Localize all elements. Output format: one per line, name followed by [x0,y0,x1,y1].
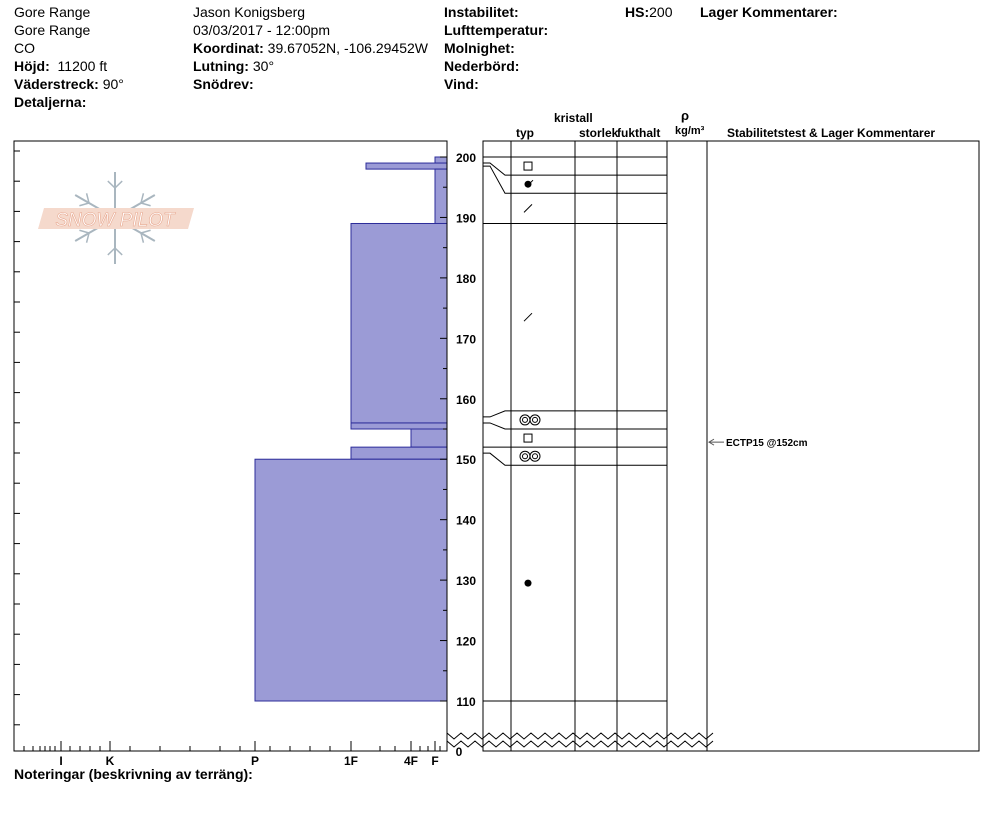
coord-label: Koordinat: [193,40,264,56]
hs-label: HS: [625,4,650,20]
hardness-layer [435,157,447,163]
height-zero-label: 0 [455,745,463,759]
snowflake-branch [79,203,89,206]
precip-label: Nederbörd: [444,58,520,74]
layer-connector [483,411,511,417]
precip-particle-symbol [524,313,532,321]
snowflake-branch [108,248,115,255]
hardness-tick-label: P [250,754,260,768]
observer: Jason Konigsberg [193,4,306,20]
height-tick-label: 130 [455,574,477,589]
details-label: Detaljerna: [14,94,87,110]
col-crystal: kristall [554,111,593,125]
height-tick-label: 110 [456,695,476,709]
snowflake-branch [108,181,115,188]
layer-connector [483,163,511,175]
snowflake-branch [115,248,122,255]
hardness-layer [351,223,447,422]
cloud-label: Molnighet: [444,40,515,56]
layer-connector [483,453,511,465]
height-tick-label: 170 [455,332,477,347]
rounded-grain-inner [533,417,538,422]
hardness-layer [411,429,447,447]
coord-value: 39.67052N, -106.29452W [267,40,428,56]
rounded-grain-symbol [520,415,530,425]
elevation-value: 11200 ft [57,58,108,74]
faceted-grain-symbol [524,434,532,442]
col-type: typ [516,126,534,140]
snowflake-branch [115,181,122,188]
rounded-grain-inner [523,454,528,459]
col-rho: ρ [681,108,690,123]
chart-frames [14,141,979,751]
layer-table [447,141,713,751]
hardness-layer [351,447,447,459]
drift-label: Snödrev: [193,76,254,92]
height-tick-label: 180 [455,271,477,286]
hardness-tick-label: 1F [343,754,359,768]
subrange-name: Gore Range [14,22,91,38]
hardness-layer [255,459,447,701]
layer-connector [483,166,511,193]
axis-break [447,733,713,739]
rounded-grain-inner [533,454,538,459]
hardness-layers [255,157,447,701]
hardness-layer [435,169,447,223]
logo-text: SNOW PILOT [55,210,175,231]
hardness-tick-label: K [105,754,115,768]
stability-tests [709,438,808,449]
height-tick-label: 150 [455,453,477,468]
melt-grain-symbol [525,580,532,587]
aspect-label: Väderstreck: [14,76,99,92]
grain-symbols [520,162,540,587]
mixed-grain-symbol [525,181,532,188]
col-moisture: fukthalt [617,126,661,140]
height-tick-label: 140 [455,513,477,528]
aspect-value: 90° [102,76,124,92]
airtemp-label: Lufttemperatur: [444,22,549,38]
notes-label: Noteringar (beskrivning av terräng): [14,766,253,782]
snowflake-branch [141,203,151,206]
rounded-grain-symbol [520,451,530,461]
column-headers [516,108,935,140]
precip-particle-symbol [524,204,532,212]
col-stability: Stabilitetstest & Lager Kommentarer [727,126,936,140]
hardness-layer [366,163,447,169]
rounded-grain-symbol [530,451,540,461]
range-name: Gore Range [14,4,91,20]
slope-value: 30° [252,58,275,74]
state: CO [14,40,35,56]
layer-connector [483,423,511,429]
faceted-grain-symbol [524,162,532,170]
hardness-layer [351,423,447,429]
wind-label: Vind: [444,76,479,92]
height-tick-label: 120 [455,634,477,649]
hardness-tick-label: I [59,754,63,768]
height-tick-label: 160 [455,392,477,407]
instability-label: Instabilitet: [444,4,519,20]
snowpilot-logo [38,172,194,264]
elevation-label: Höjd: [14,58,50,74]
slope-label: Lutning: [193,58,249,74]
rounded-grain-inner [523,417,528,422]
rounded-grain-symbol [530,415,540,425]
hs-value: 200 [649,4,673,20]
layer-comments-label: Lager Kommentarer: [700,4,838,20]
axis-break [447,741,713,747]
height-tick-label: 190 [455,211,477,226]
test-label: ECTP15 @152cm [726,438,808,450]
date-time: 03/03/2017 - 12:00pm [193,22,330,38]
hardness-tick-label: 4F [403,754,419,768]
col-density-unit: kg/m³ [675,125,705,137]
height-tick-label: 200 [455,151,477,165]
hardness-tick-label: F [431,754,439,768]
col-size: storlek [579,126,619,140]
